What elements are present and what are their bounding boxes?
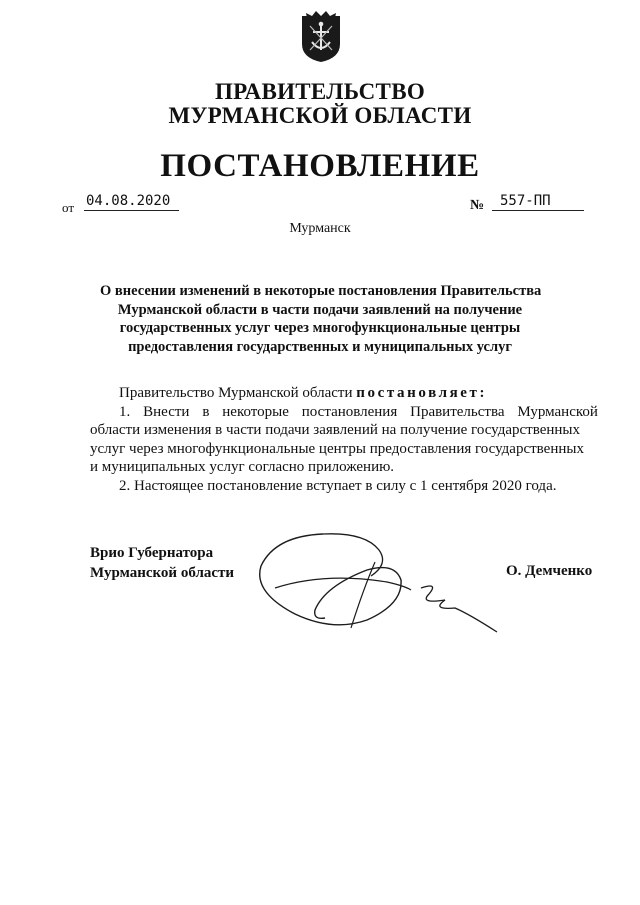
government-title-line2: МУРМАНСКОЙ ОБЛАСТИ <box>168 103 472 128</box>
document-number: 557-ПП <box>492 193 584 211</box>
handwritten-signature <box>255 528 505 640</box>
document-type-title: ПОСТАНОВЛЕНИЕ <box>160 148 480 184</box>
date-prefix: от <box>62 200 75 215</box>
subject-line: О внесении изменений в некоторые постановления Правительства <box>100 283 542 299</box>
position-line1: Врио Губернатора <box>90 545 214 561</box>
document-date: 04.08.2020 <box>84 193 179 211</box>
document-body <box>90 384 598 495</box>
subject-line: Мурманской области в части подачи заявлений на получение <box>117 301 523 318</box>
word: некоторые <box>222 403 289 420</box>
signatory-name: О. Демченко <box>506 563 593 579</box>
item1-line1 <box>90 403 598 422</box>
number-prefix: № <box>470 198 485 213</box>
document-subject <box>100 282 540 356</box>
item1-line3: услуг через многофункциональные центры предоставления государственных <box>90 440 584 457</box>
decree-intro <box>90 384 598 403</box>
position-line2: Мурманской области <box>90 565 235 581</box>
murmansk-coat-of-arms-icon <box>300 10 342 64</box>
word: постановления <box>301 403 398 420</box>
item2: 2. Настоящее постановление вступает в силу с 1 сентября 2020 года. <box>119 477 557 494</box>
signatory-position <box>90 543 234 583</box>
government-title-line1: ПРАВИТЕЛЬСТВО <box>214 79 426 104</box>
intro-text: Правительство Мурманской области <box>119 385 353 401</box>
item1-line2: области изменения в части подачи заявлений на получение государственных <box>90 422 581 438</box>
word: Мурманской <box>517 403 598 420</box>
word: в <box>202 403 210 420</box>
subject-line: государственных услуг через многофункциональные центры <box>119 320 521 336</box>
decree-word: постановляет: <box>356 385 488 401</box>
item1-line4: и муниципальных услуг согласно приложению. <box>90 459 395 475</box>
word: 1. <box>119 403 131 420</box>
word: Внести <box>143 403 190 420</box>
subject-line: предоставления государственных и муниципальных услуг <box>128 338 512 355</box>
word: Правительства <box>410 403 505 420</box>
city-name: Мурманск <box>289 221 351 236</box>
